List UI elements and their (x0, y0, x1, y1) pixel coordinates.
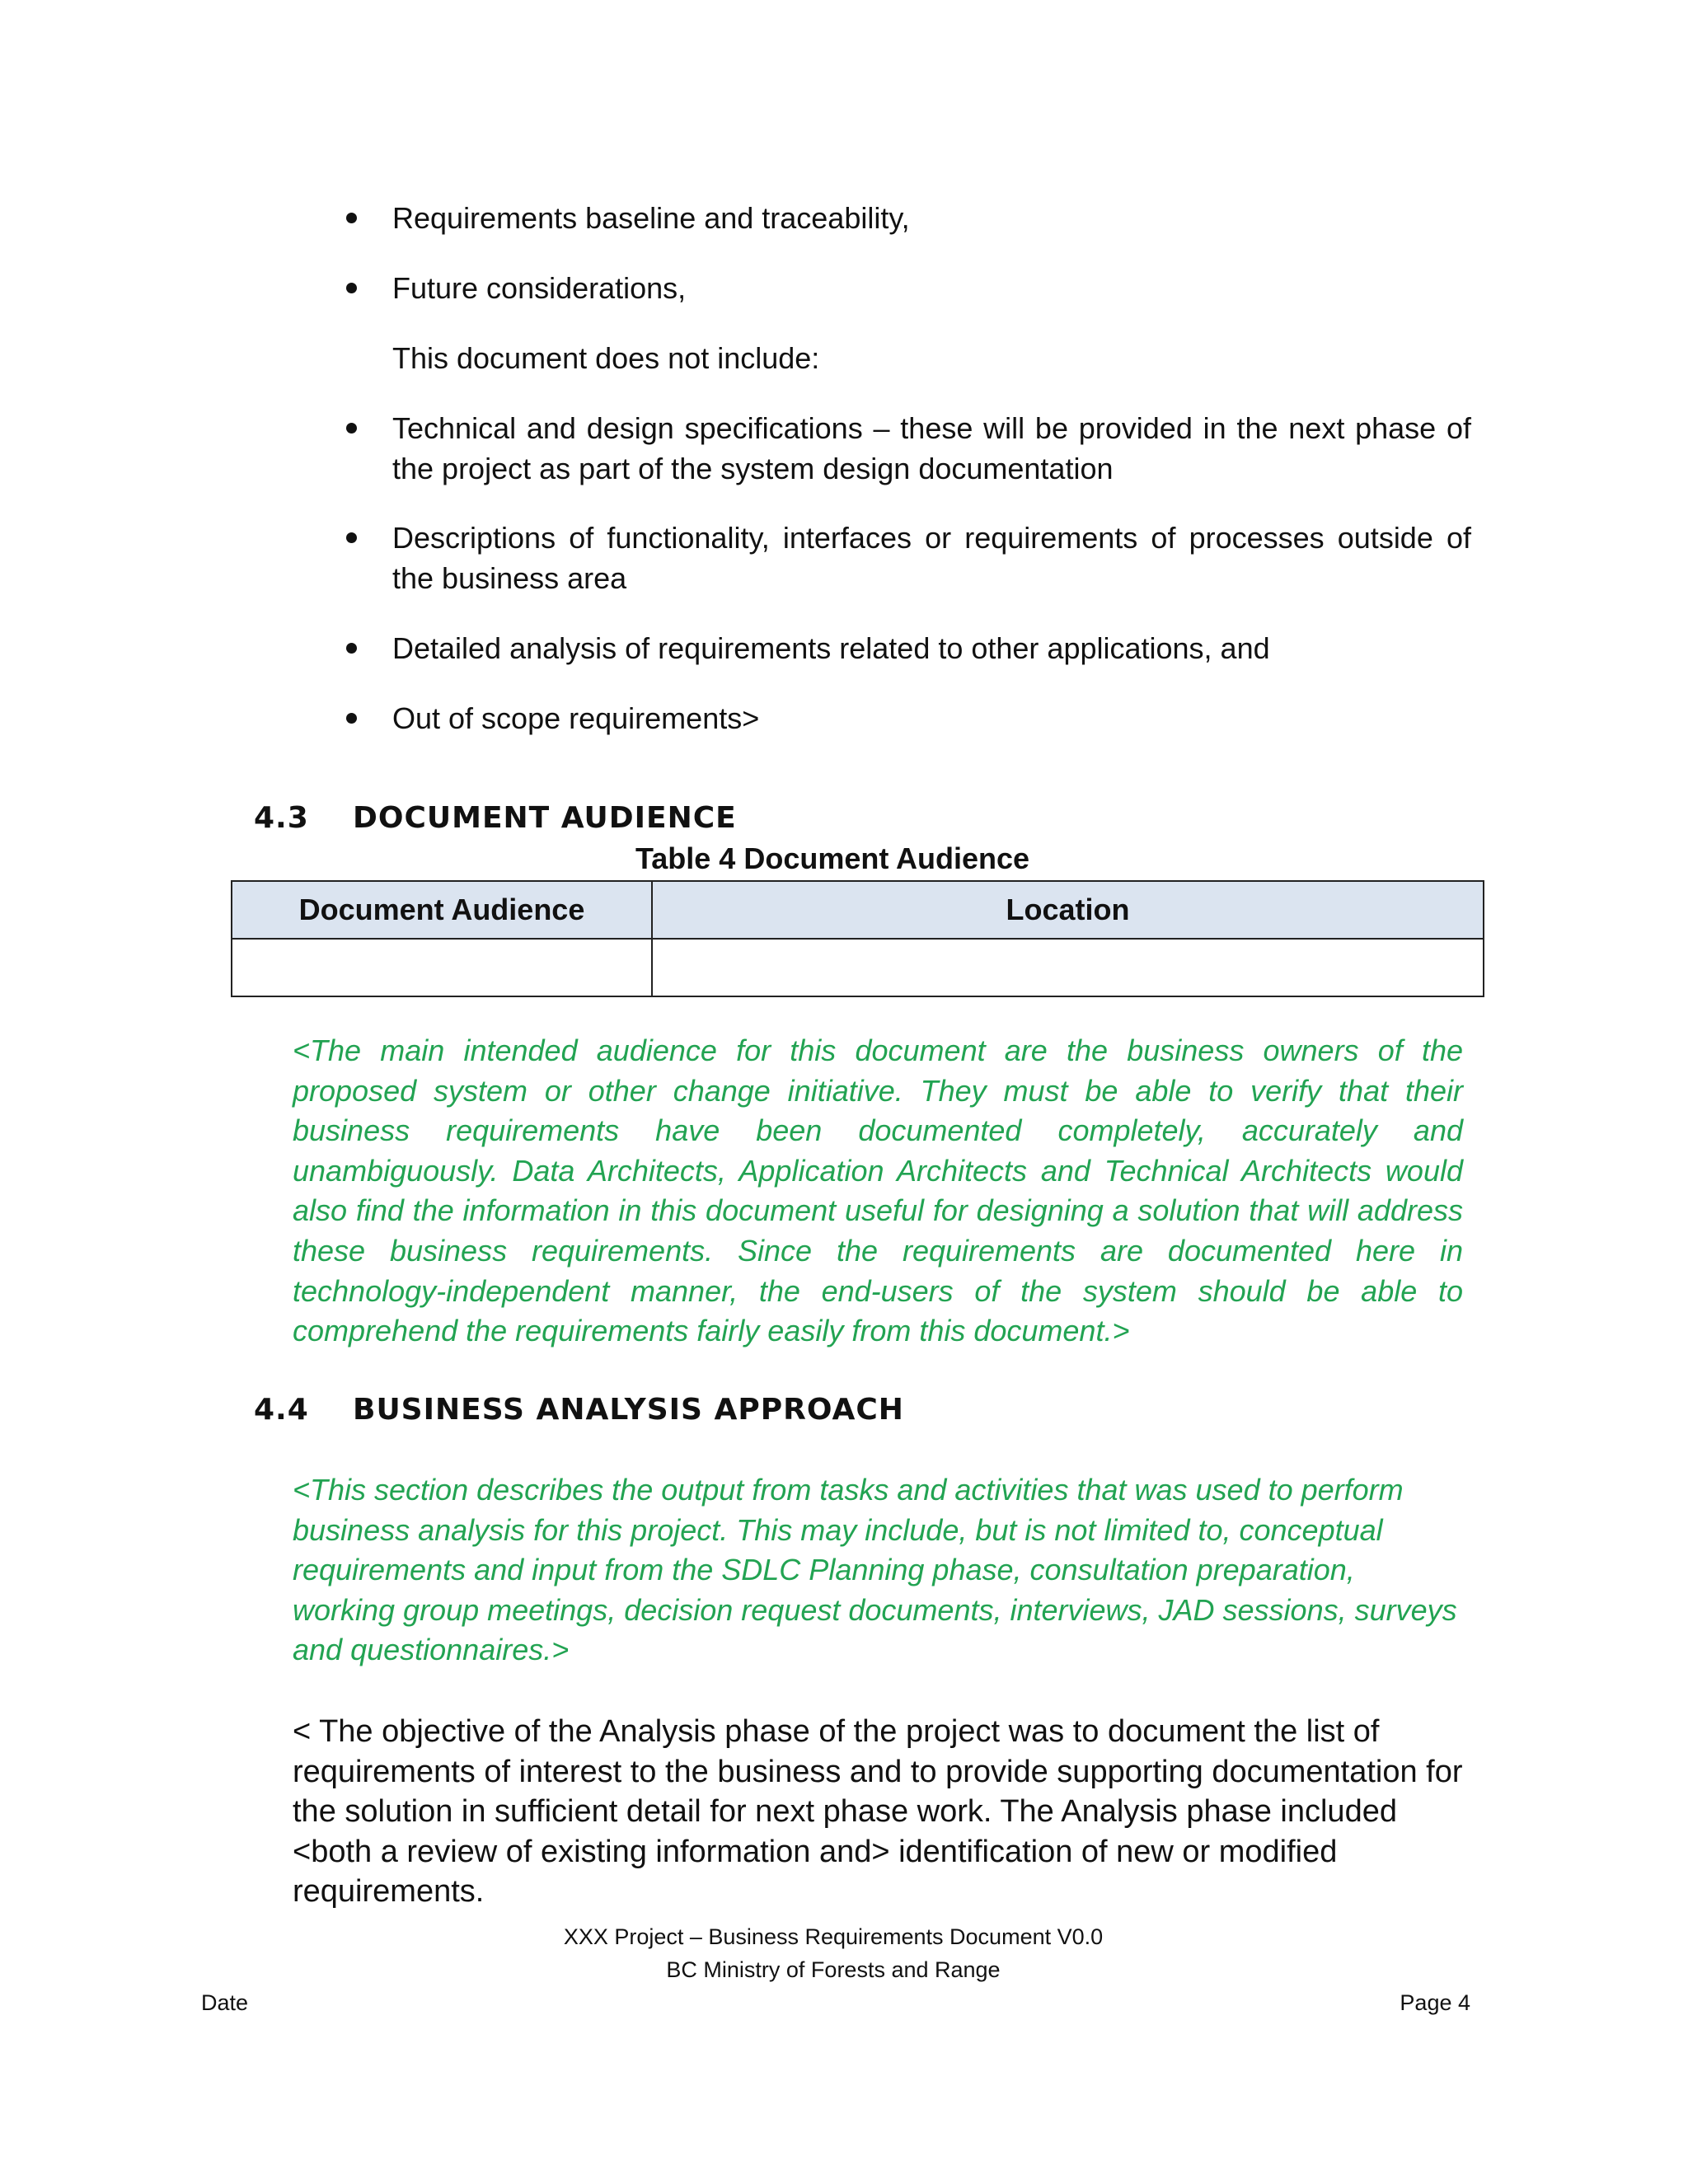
bullet-icon (346, 213, 357, 223)
footer-document-title: XXX Project – Business Requirements Document V0.0 (563, 1924, 1104, 1949)
section-title: DOCUMENT AUDIENCE (353, 801, 737, 835)
bullet-text: Requirements baseline and traceability, (392, 201, 910, 235)
footer-date: Date (201, 1990, 249, 2015)
bullet-text: Descriptions of functionality, interfaces or requirements of processes outside of the business area (392, 521, 1471, 595)
section-title: BUSINESS ANALYSIS APPROACH (353, 1393, 904, 1427)
bullet-icon (346, 643, 357, 654)
table-caption: Table 4 Document Audience (635, 841, 1030, 875)
column-header-location: Location (652, 881, 1484, 939)
bullet-icon (346, 713, 357, 724)
table-header-row (232, 881, 1484, 939)
analysis-guidance-text: <This section describes the output from tasks and activities that was used to perform business analysis for this project. This may include, but is not limited to, conceptual requirements and input from the SDLC Planning phase, consultation preparation, working group meetings, decision request documents, interviews, JAD sessions, surveys and questionnaires.> (293, 1473, 1457, 1667)
bullet-text: Detailed analysis of requirements related to other applications, and (392, 631, 1270, 665)
bullet-text: Technical and design specifications – these will be provided in the next phase of the project as part of the system design documentation (392, 411, 1471, 485)
table-cell-location[interactable] (652, 939, 1484, 996)
section-number: 4.3 (254, 801, 309, 835)
analysis-objective-paragraph: < The objective of the Analysis phase of the project was to document the list of requirements of interest to the business and to provide supporting documentation for the solution in sufficient detail for next phase work. The Analysis phase included <both a review of existing information and> identification of new or modified requirements. (293, 1714, 1463, 1910)
footer-page-number: Page 4 (1400, 1990, 1470, 2015)
bullet-icon (346, 532, 357, 543)
section-number: 4.4 (254, 1393, 309, 1427)
document-audience-table (231, 880, 1484, 997)
bullet-text: Future considerations, (392, 271, 687, 305)
column-header-audience: Document Audience (232, 881, 652, 939)
footer-organization: BC Ministry of Forests and Range (666, 1957, 1001, 1982)
section-heading-4-4 (254, 1390, 904, 1431)
section-heading-4-3 (254, 798, 737, 839)
bullet-text: Out of scope requirements> (392, 701, 760, 735)
not-included-intro: This document does not include: (392, 341, 820, 375)
audience-guidance-text: <The main intended audience for this document are the business owners of the proposed system or other change initiative. They must be able to verify that their business requirements have been documented completely, accurately and unambiguously. Data Architects, Application Architects and Technical Architects would also find the information in this document useful for designing a solution that will address these business requirements. Since the requirements are documented here in technology-independent manner, the end-users of the system should be able to comprehend the requirements fairly easily from this document.> (293, 1033, 1463, 1348)
bullet-icon (346, 423, 357, 434)
table-row (232, 939, 1484, 996)
table-cell-audience[interactable] (232, 939, 652, 996)
bullet-icon (346, 283, 357, 293)
